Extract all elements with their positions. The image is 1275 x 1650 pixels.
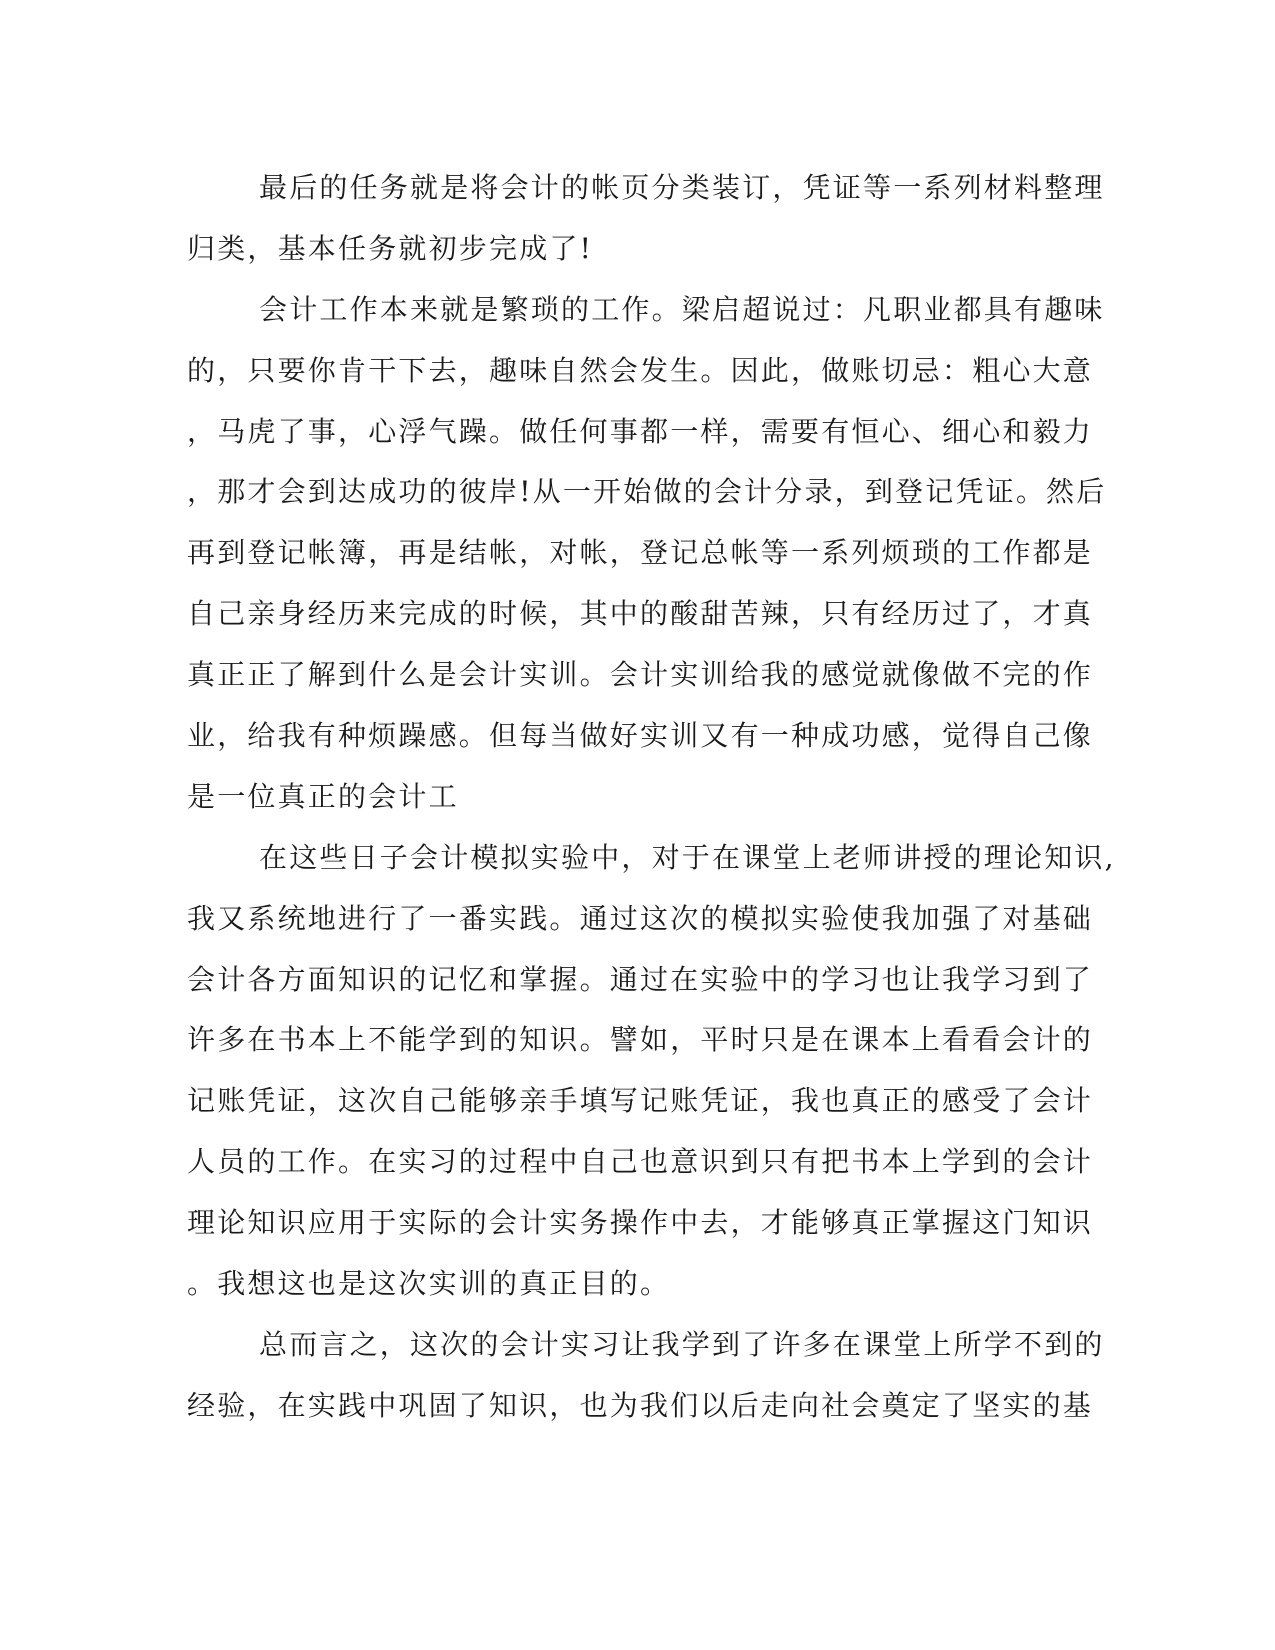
text-line: 是一位真正的会计工 — [187, 779, 459, 813]
text-line: ，那才会到达成功的彼岸!从一开始做的会计分录，到登记凭证。然后 — [187, 475, 1107, 509]
body-text — [187, 158, 1116, 1437]
text-line: 总而言之，这次的会计实习让我学到了许多在课堂上所学不到的 — [259, 1327, 1105, 1361]
text-line: 业，给我有种烦躁感。但每当做好实训又有一种成功感，觉得自己像 — [187, 719, 1094, 753]
text-line: 会计各方面知识的记忆和掌握。通过在实验中的学习也让我学习到了 — [187, 962, 1094, 996]
text-line: 的，只要你肯干下去，趣味自然会发生。因此，做账切忌：粗心大意 — [187, 353, 1094, 387]
text-line: ，马虎了事，心浮气躁。做任何事都一样，需要有恒心、细心和毅力 — [187, 414, 1094, 448]
text-line: 自己亲身经历来完成的时候，其中的酸甜苦辣，只有经历过了，才真 — [187, 597, 1094, 631]
text-line: 在这些日子会计模拟实验中，对于在课堂上老师讲授的理论知识, — [259, 840, 1116, 874]
text-line: 再到登记帐簿，再是结帐，对帐，登记总帐等一系列烦琐的工作都是 — [187, 536, 1094, 570]
text-line: 。我想这也是这次实训的真正目的。 — [187, 1267, 671, 1301]
text-line: 人员的工作。在实习的过程中自己也意识到只有把书本上学到的会计 — [187, 1145, 1094, 1179]
text-line: 会计工作本来就是繁琐的工作。梁启超说过：凡职业都具有趣味 — [259, 292, 1105, 326]
text-line: 许多在书本上不能学到的知识。譬如，平时只是在课本上看看会计的 — [187, 1023, 1094, 1057]
text-line: 理论知识应用于实际的会计实务操作中去，才能够真正掌握这门知识 — [187, 1206, 1094, 1240]
text-line: 最后的任务就是将会计的帐页分类装订，凭证等一系列材料整理 — [259, 171, 1105, 204]
text-line: 真正正了解到什么是会计实训。会计实训给我的感觉就像做不完的作 — [187, 658, 1094, 692]
text-line: 经验，在实践中巩固了知识，也为我们以后走向社会奠定了坚实的基 — [187, 1388, 1094, 1422]
text-line: 归类，基本任务就初步完成了! — [187, 231, 594, 265]
text-line: 我又系统地进行了一番实践。通过这次的模拟实验使我加强了对基础 — [187, 901, 1094, 935]
text-line: 记账凭证，这次自己能够亲手填写记账凭证，我也真正的感受了会计 — [187, 1084, 1094, 1118]
